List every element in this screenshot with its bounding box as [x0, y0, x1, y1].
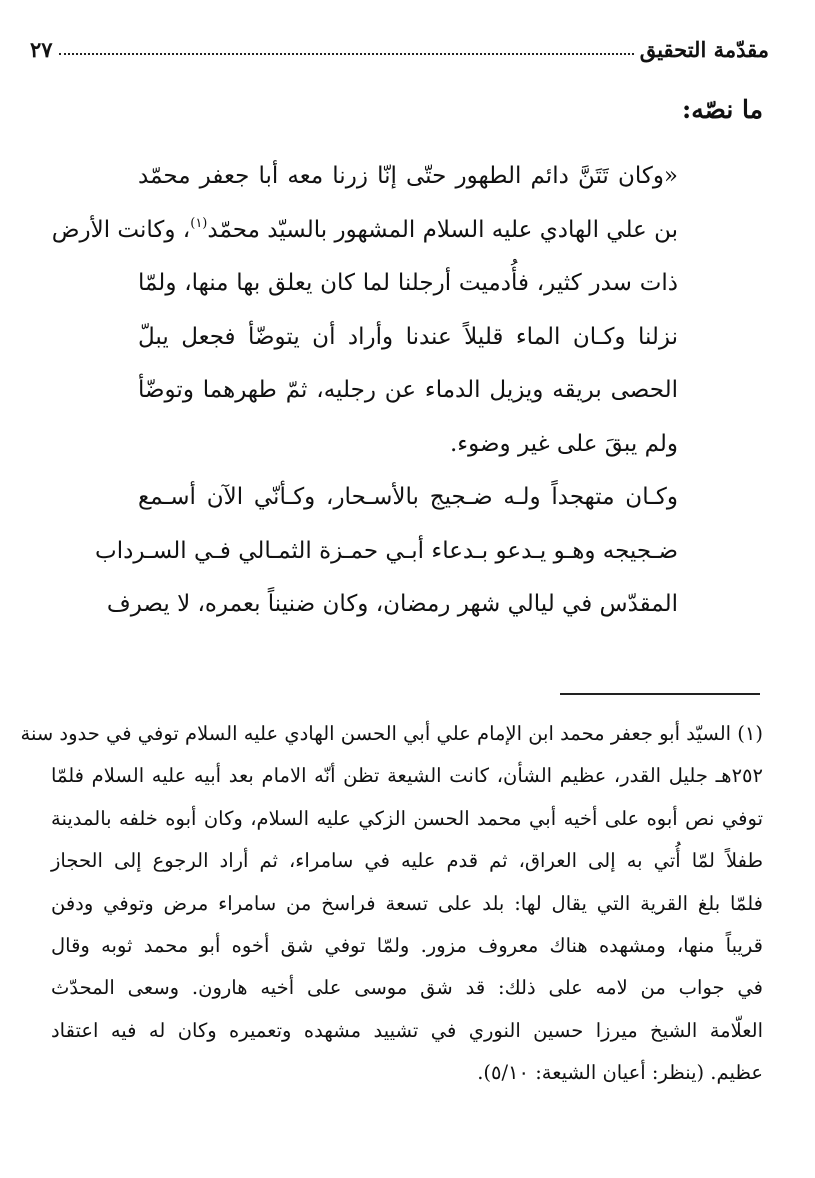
text-line-content: بن علي الهادي عليه السلام المشهور بالسيّد محمّد [207, 216, 678, 243]
text-line: ولم يبقَ على غير وضوء. [449, 430, 678, 457]
footnote-separator [560, 693, 760, 695]
footnote-line: طفلاً لمّا أُتي به إلى العراق، ثم قدم عليه في سامراء، ثم أراد الرجوع إلى الحجاز [51, 849, 763, 873]
text-line: نزلنا وكـان الماء قليلاً عندنا وأراد أن يتوضّأ فجعل يبلّ [138, 323, 678, 350]
text-line: «وكان تَتَنَّ دائم الطهور حتّى إنّا زرنا معه أبا جعفر محمّد [138, 163, 678, 189]
text-line: الحصى بريقه ويزيل الدماء عن رجليه، ثمّ طهرهما وتوضّأ [138, 377, 678, 403]
main-text-block [51, 150, 678, 632]
text-line: ذات سدر كثير، فأُدميت أرجلنا لما كان يعلق بها منها، ولمّا [138, 270, 678, 296]
footnote-line: فلمّا بلغ القرية التي يقال لها: بلد على تسعة فراسخ من سامراء مرض وتوفي ودفن [51, 891, 763, 915]
footnote-line: (١) السيّد أبو جعفر محمد ابن الإمام علي أبي الحسن الهادي عليه السلام توفي في حدود سنة [20, 722, 763, 745]
running-header [30, 30, 769, 62]
footnote-line: العلّامة الشيخ ميرزا حسين النوري في تشييد مشهده وتعميره وكان له فيه اعتقاد [51, 1018, 763, 1042]
header-title: مقدّمة التحقيق [639, 37, 769, 62]
footnote-line: في جواب من لامه على ذلك: قد شق موسى على أخيه هارون. وسعى المحدّث [51, 976, 763, 1000]
page-number: ٢٧ [30, 37, 53, 62]
footnote-line: توفي نص أبوه على أخيه أبي محمد الحسن الزكي عليه السلام، وكان أبوه خلفه بالمدينة [51, 806, 763, 830]
text-line: المقدّس في ليالي شهر رمضان، وكان ضنيناً بعمره، لا يصرف [106, 591, 678, 617]
text-line: ضـجيجه وهـو يـدعو بـدعاء أبـي حمـزة الثمـالي فـي السـرداب [95, 537, 678, 564]
header-dot-leader [59, 53, 634, 55]
footnote-line: عظيم. (ينظر: أعيان الشيعة: ٥/١٠). [477, 1061, 763, 1085]
footnote-reference[interactable]: (١) [190, 215, 208, 231]
footnote-block [20, 713, 763, 1095]
footnote-line: قريباً منها، ومشهده هناك معروف مزور. ولمّا توفي شق أخوه أبو محمد ثوبه وقال [51, 933, 763, 957]
footnote-line: ٢٥٢هـ جليل القدر، عظيم الشأن، كانت الشيعة تظن أنّه الامام بعد أبيه عليه السلام فلمّا [51, 764, 763, 788]
text-line-tail: ، وكانت الأرض [51, 216, 191, 243]
text-line: وكـان متهجداً ولـه ضـجيج بالأسـحار، وكـأنّي الآن أسـمع [138, 484, 678, 510]
section-heading: ما نصّه: [682, 95, 763, 124]
text-line [51, 204, 678, 258]
